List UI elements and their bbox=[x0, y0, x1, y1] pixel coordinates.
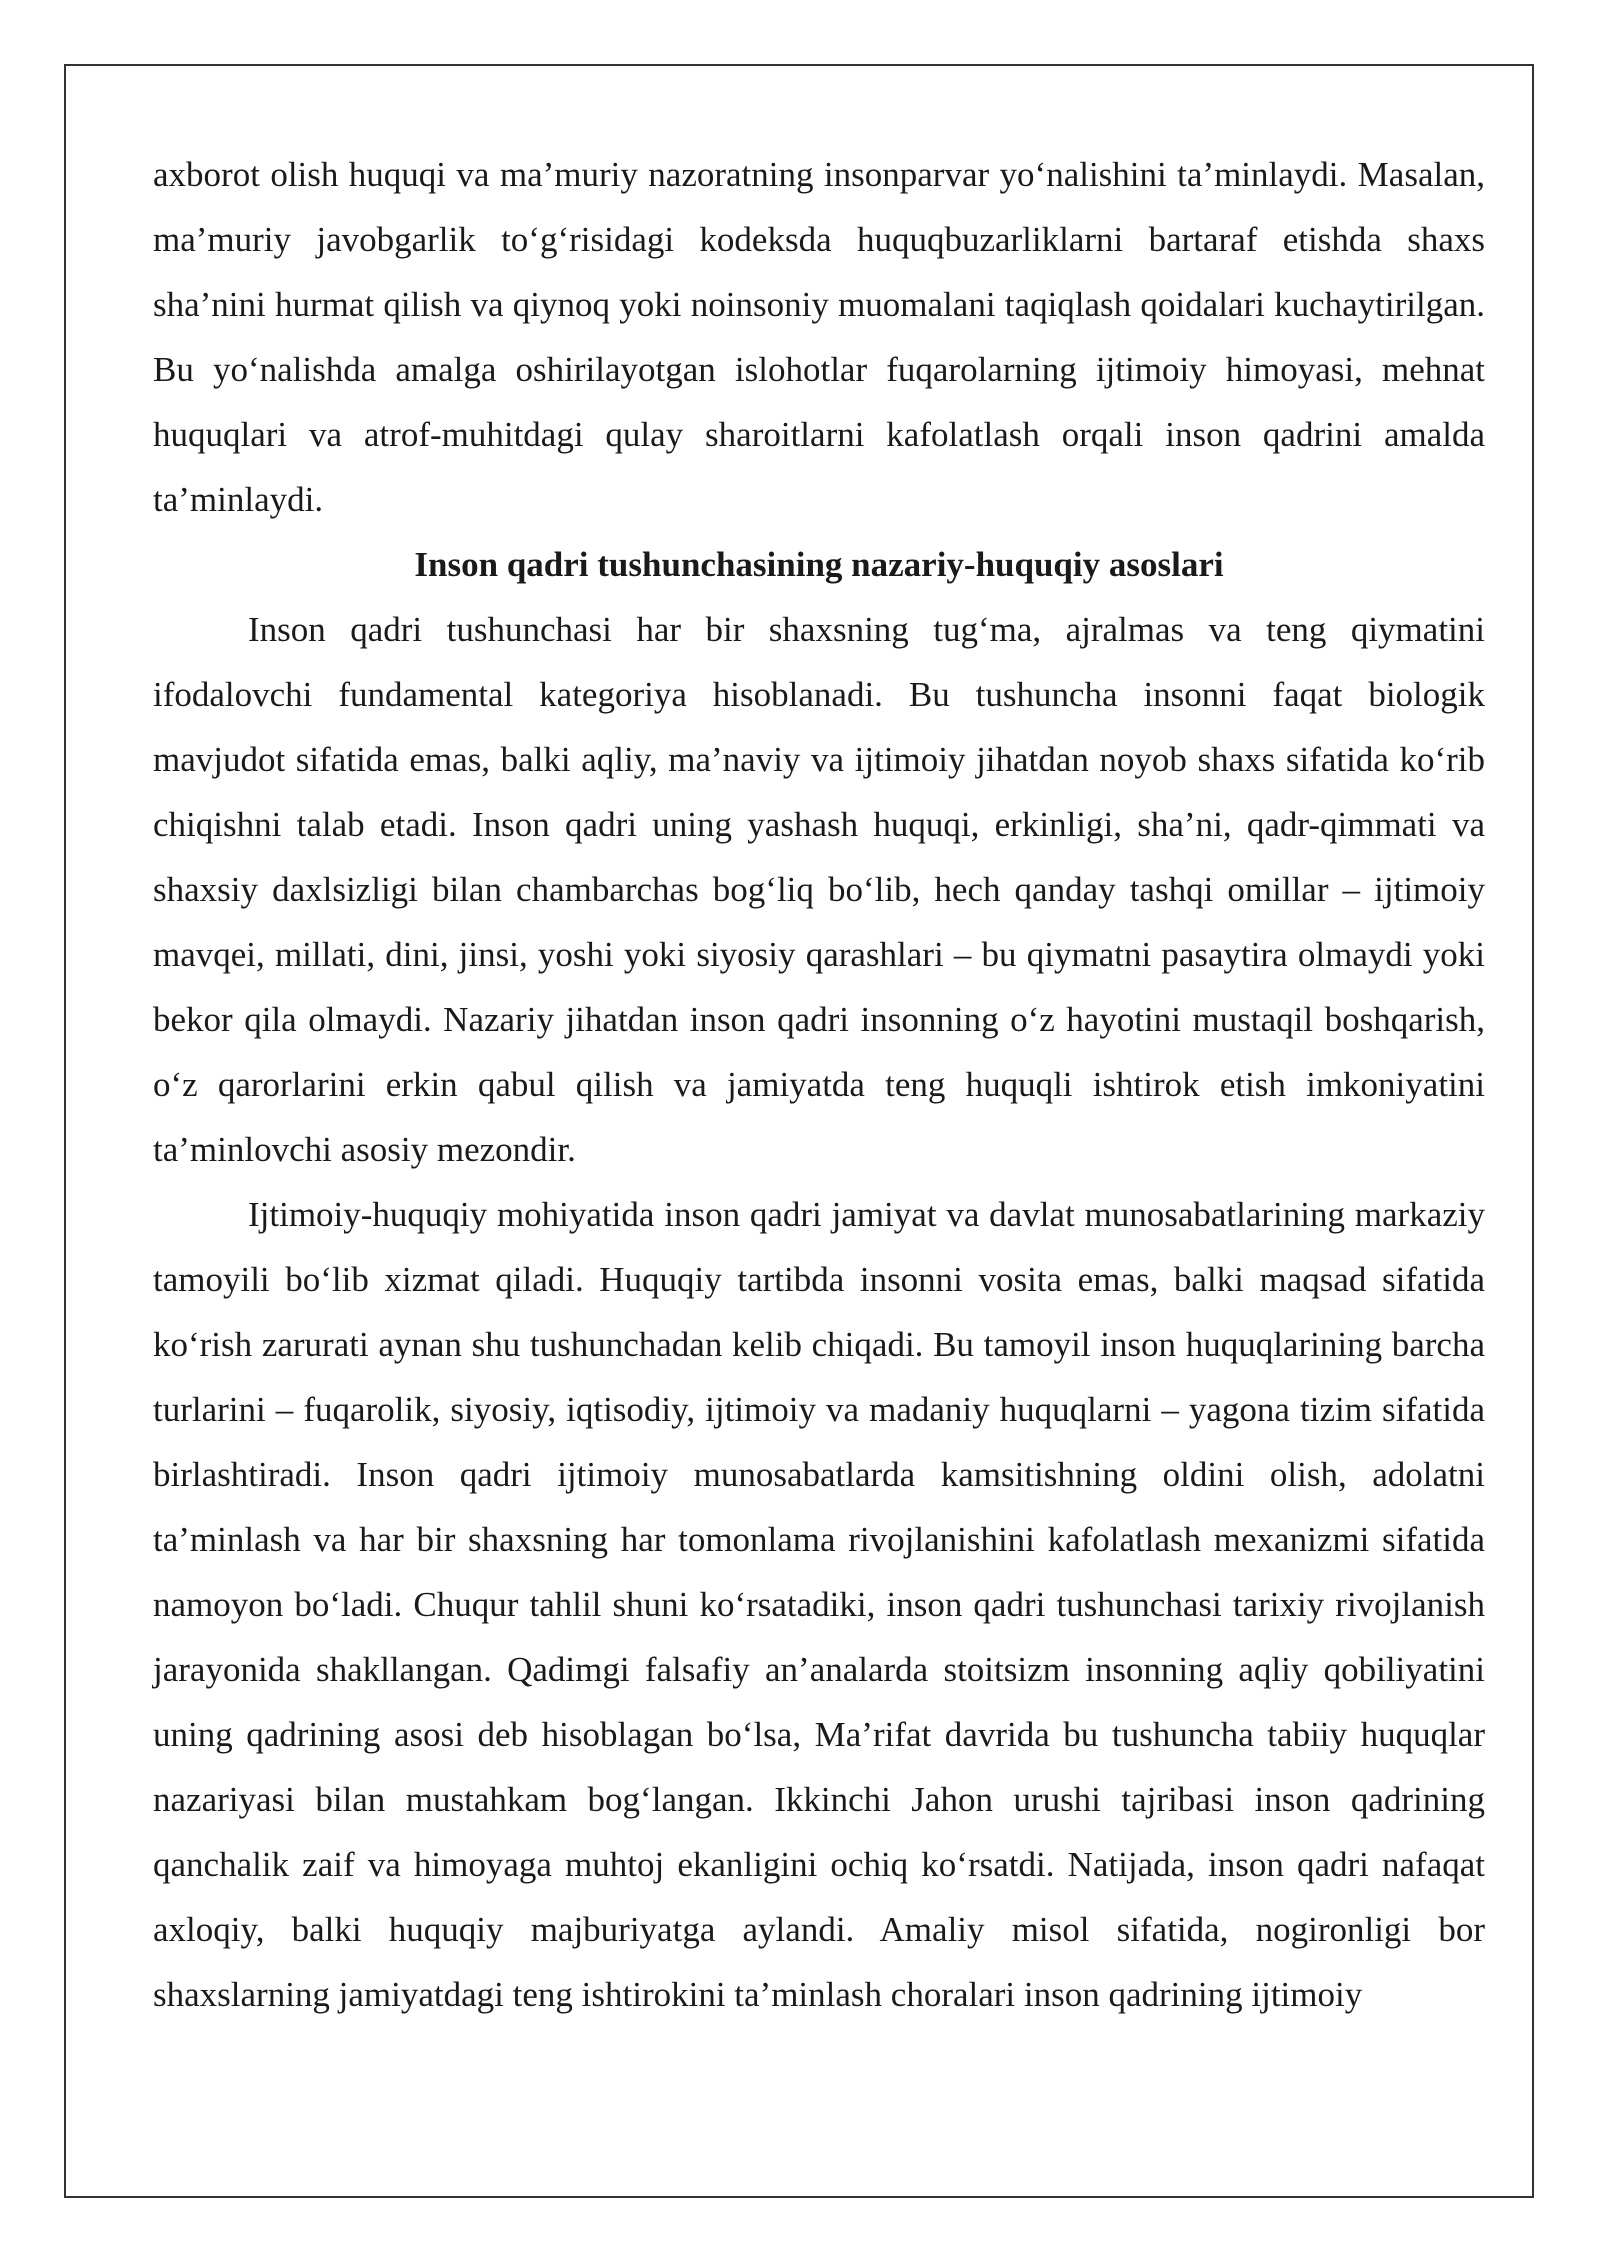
paragraph-1: Inson qadri tushunchasi har bir shaxsning tug‘ma, ajralmas va teng qiymatini ifodalovchi fundamental kategoriya hisoblanadi. Bu tushuncha insonni faqat biologik mavjudot sifatida emas, balki aqliy, ma’naviy va ijtimoiy jihatdan noyob shaxs sifatida ko‘rib chiqishni talab etadi. Inson qadri uning yashash huquqi, erkinligi, sha’ni, qadr-qimmati va shaxsiy daxlsizligi bilan chambarchas bog‘liq bo‘lib, hech qanday tashqi omillar – ijtimoiy mavqei, millati, dini, jinsi, yoshi yoki siyosiy qarashlari – bu qiymatni pasaytira olmaydi yoki bekor qila olmaydi. Nazariy jihatdan inson qadri insonning o‘z hayotini mustaqil boshqarish, o‘z qarorlarini erkin qabul qilish va jamiyatda teng huquqli ishtirok etish imkoniyatini ta’minlovchi asosiy mezondir. bbox=[153, 610, 1485, 1169]
intro-paragraph: axborot olish huquqi va ma’muriy nazoratning insonparvar yo‘nalishini ta’minlaydi. Masalan, ma’muriy javobgarlik to‘g‘risidagi kodeksda huquqbuzarliklarni bartaraf etishda shaxs sha’nini hurmat qilish va qiynoq yoki noinsoniy muomalani taqiqlash qoidalari kuchaytirilgan. Bu yo‘nalishda amalga oshirilayotgan islohotlar fuqarolarning ijtimoiy himoyasi, mehnat huquqlari va atrof-muhitdagi qulay sharoitlarni kafolatlash orqali inson qadrini amalda ta’minlaydi. bbox=[153, 155, 1485, 519]
section-heading: Inson qadri tushunchasining nazariy-huquqiy asoslari bbox=[414, 545, 1224, 584]
paragraph-2: Ijtimoiy-huquqiy mohiyatida inson qadri jamiyat va davlat munosabatlarining markaziy tamoyili bo‘lib xizmat qiladi. Huquqiy tartibda insonni vosita emas, balki maqsad sifatida ko‘rish zarurati aynan shu tushunchadan kelib chiqadi. Bu tamoyil inson huquqlarining barcha turlarini – fuqarolik, siyosiy, iqtisodiy, ijtimoiy va madaniy huquqlarni – yagona tizim sifatida birlashtiradi. Inson qadri ijtimoiy munosabatlarda kamsitishning oldini olish, adolatni ta’minlash va har bir shaxsning har tomonlama rivojlanishini kafolatlash mexanizmi sifatida namoyon bo‘ladi. Chuqur tahlil shuni ko‘rsatadiki, inson qadri tushunchasi tarixiy rivojlanish jarayonida shakllangan. Qadimgi falsafiy an’analarda stoitsizm insonning aqliy qobiliyatini uning qadrining asosi deb hisoblagan bo‘lsa, Ma’rifat davrida bu tushuncha tabiiy huquqlar nazariyasi bilan mustahkam bog‘langan. Ikkinchi Jahon urushi tajribasi inson qadrining qanchalik zaif va himoyaga muhtoj ekanligini ochiq ko‘rsatdi. Natijada, inson qadri nafaqat axloqiy, balki huquqiy majburiyatga aylandi. Amaliy misol sifatida, nogironligi bor shaxslarning jamiyatdagi teng ishtirokini ta’minlash choralari inson qadrining ijtimoiy bbox=[153, 1195, 1485, 2014]
document-body bbox=[153, 142, 1485, 2027]
